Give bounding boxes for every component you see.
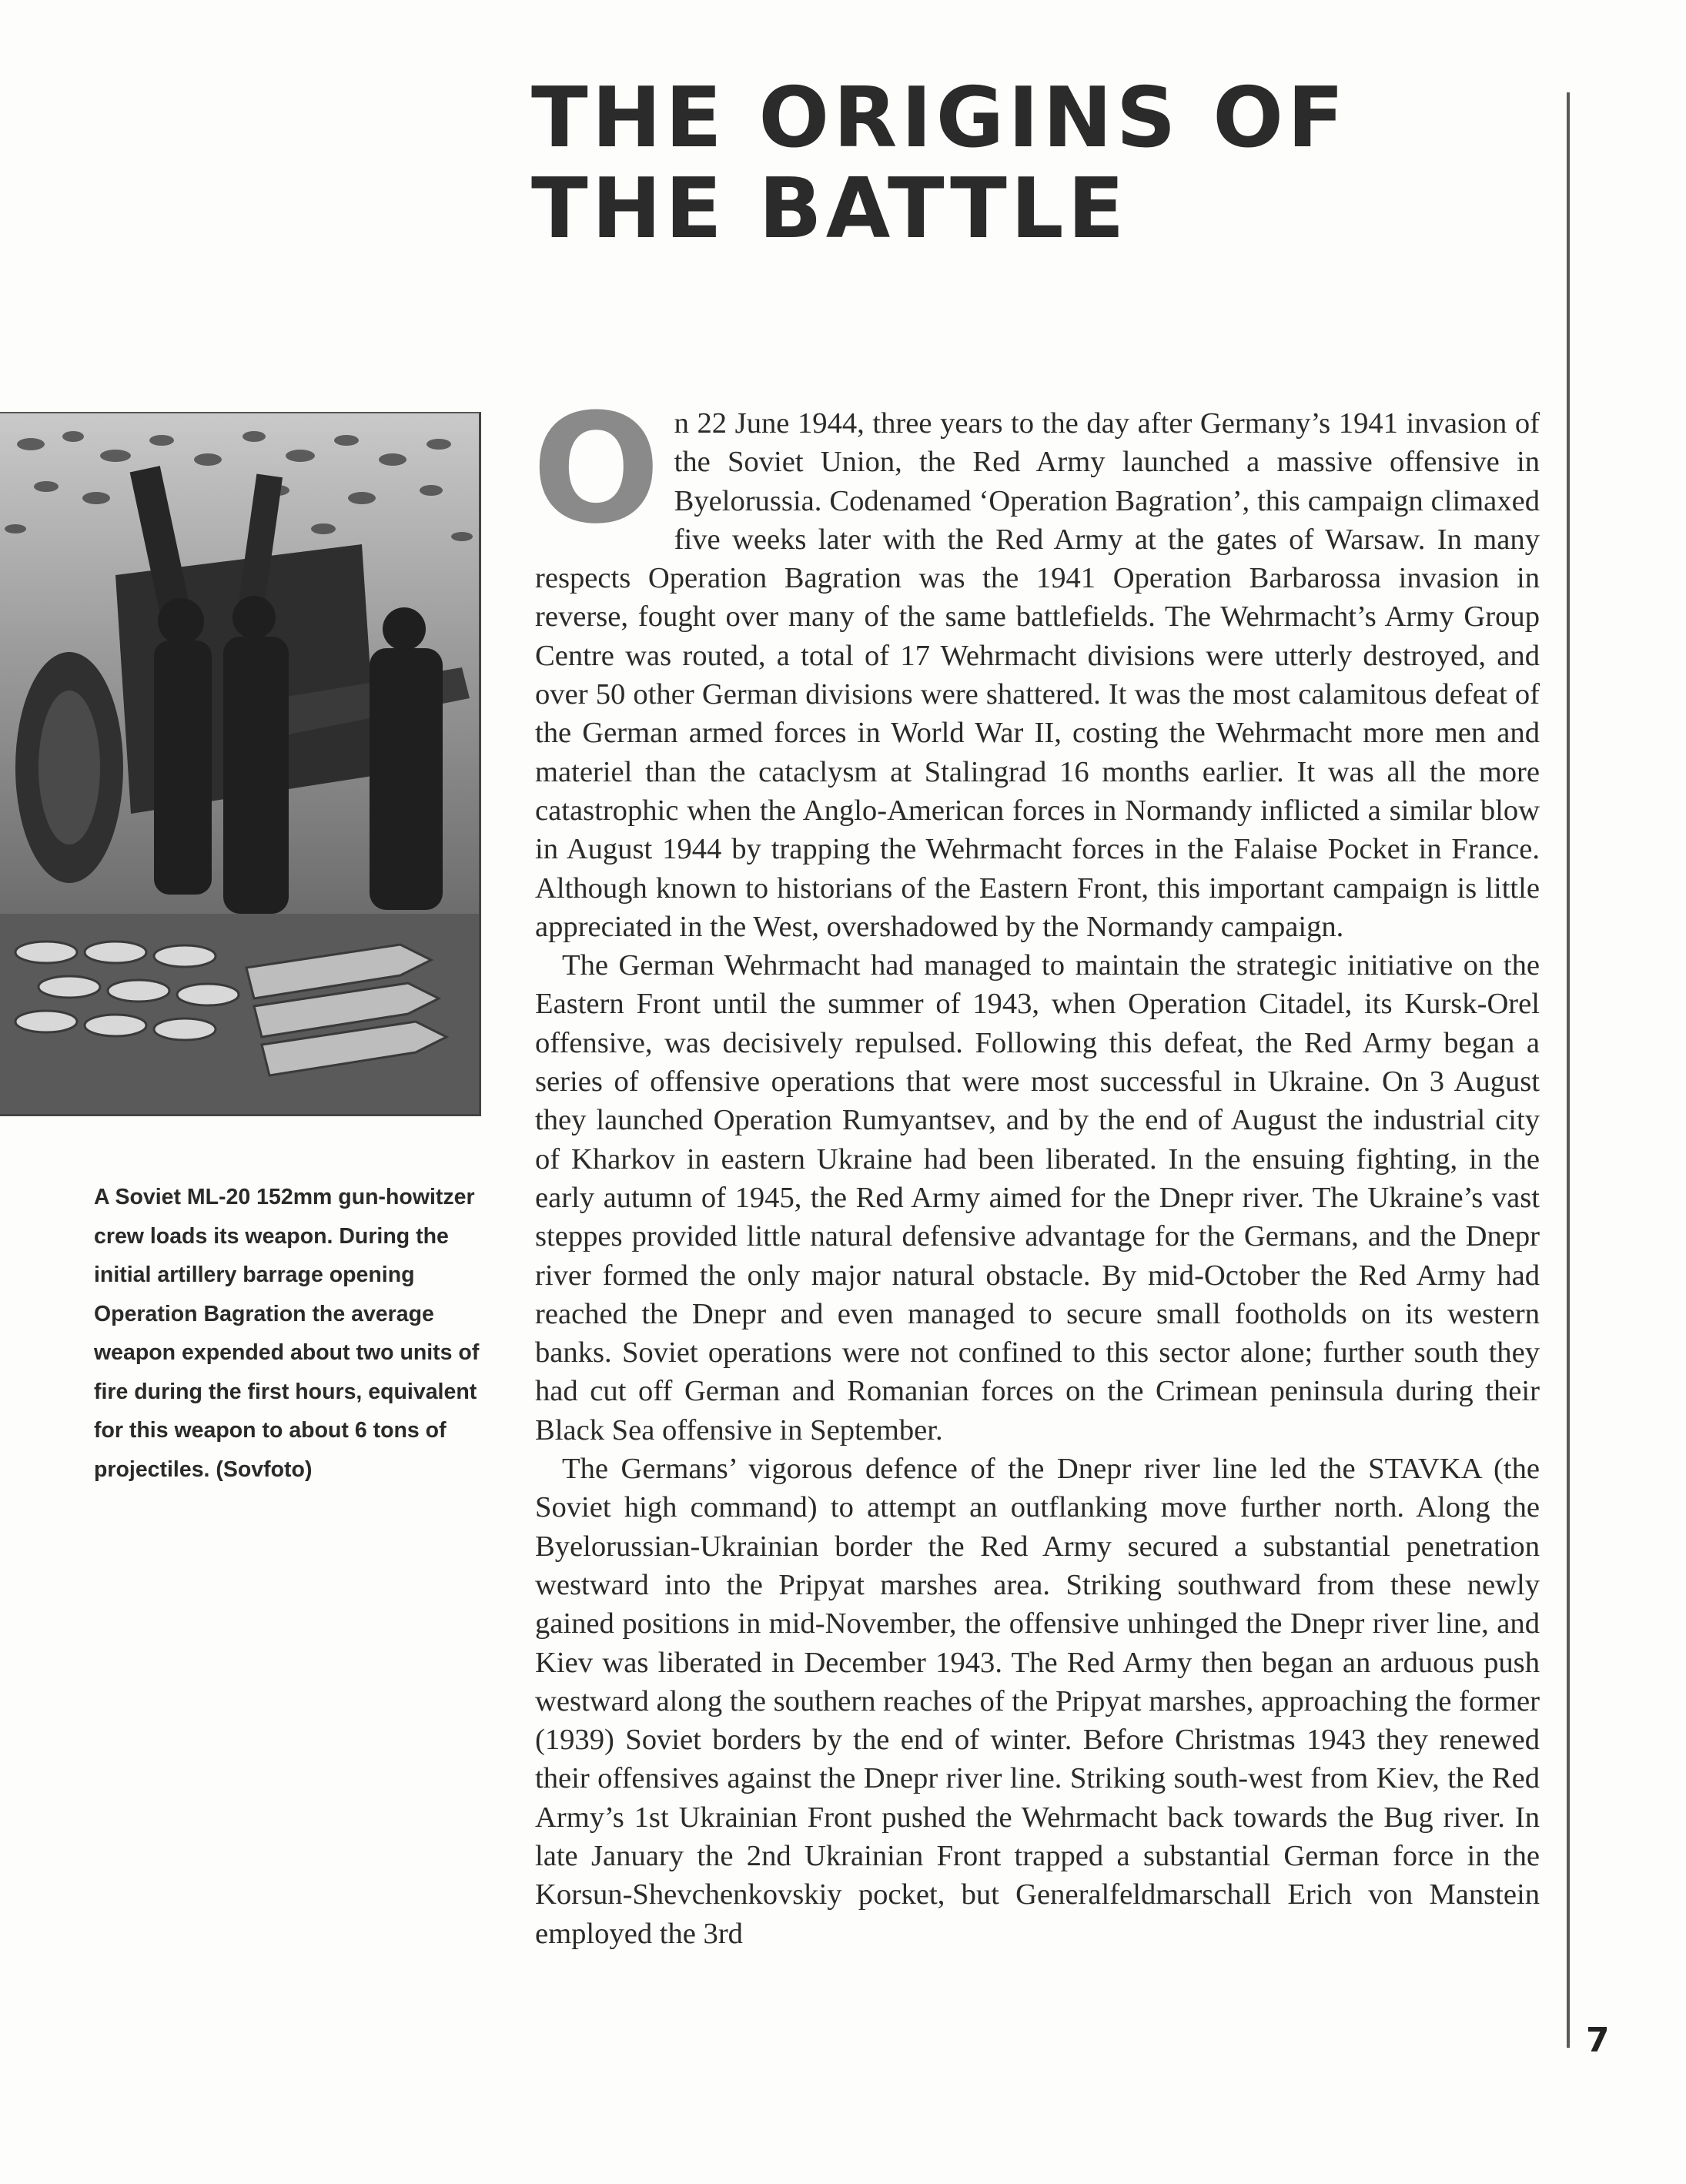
- article-body: [532, 382, 1540, 1953]
- drop-cap: O: [532, 382, 661, 557]
- figure-caption: A Soviet ML-20 152mm gun-howitzer crew loads its weapon. During the initial artillery barrage opening Operation Bagration the average weapon expended about two units of fire during the first hours, equivalent for this weapon to about 6 tons of projectiles. (Sovfoto): [94, 1185, 480, 1482]
- paragraph-3: The Germans’ vigorous defence of the Dnepr river line led the STAVKA (the Soviet high command) to attempt an outflanking move further north. Along the Byelorussian-Ukrainian border the Red Army secured a substantial penetration westward into the Pripyat marshes area. Striking southward from these newly gained positions in mid-November, the offensive unhinged the Dnepr river line, and Kiev was liberated in December 1943. The Red Army then began an arduous push westward along the southern reaches of the Pripyat marshes, approaching the former (1939) Soviet borders by the end of winter. Before Christmas 1943 they renewed their offensives against the Dnepr river line. Striking south-west from Kiev, the Red Army’s 1st Ukrainian Front pushed the Wehrmacht back towards the Bug river. In late January the 2nd Ukrainian Front trapped a substantial German force in the Korsun-Shevchenkovskiy pocket, but Generalfeldmarschall Erich von Manstein employed the 3rd: [535, 1453, 1540, 1950]
- margin-rule: [1567, 92, 1570, 2048]
- paragraph-2: The German Wehrmacht had managed to maintain the strategic initiative on the Eastern Front until the summer of 1943, when Operation Citadel, its Kursk-Orel offensive, was decisively repulsed. Following this defeat, the Red Army began a series of offensive operations that were most successful in Ukraine. On 3 August they launched Operation Rumyantsev, and by the end of August the industrial city of Kharkov in eastern Ukraine had been liberated. In the ensuing fighting, in the early autumn of 1945, the Red Army aimed for the Dnepr river. The Ukraine’s vast steppes provided little natural defensive advantage for the Germans, and the Dnepr river formed the only major natural obstacle. By mid-October the Red Army had reached the Dnepr and even managed to secure small footholds on its western banks. Soviet operations were not confined to this sector alone; further south they had cut off German and Romanian forces on the Crimean peninsula during their Black Sea offensive in September.: [535, 949, 1540, 1447]
- artillery-crew-photo: [0, 412, 481, 1116]
- page-number: 7: [1586, 2021, 1610, 2060]
- paragraph-1: [532, 382, 1540, 946]
- photo-illustration: [0, 413, 479, 1114]
- paragraph-1-text: n 22 June 1944, three years to the day after Germany’s 1941 invasion of the Soviet Union, the Red Army launched a massive offensive in Byelorussia. Codenamed ‘Operation Bagration’, this campaign climaxed five weeks later with the Red Army at the gates of Warsaw. In many respects Operation Bagration was the 1941 Operation Barbarossa invasion in reverse, fought over many of the same battlefields. The Wehrmacht’s Army Group Centre was routed, a total of 17 Wehrmacht divisions were utterly destroyed, and over 50 other German divisions were shattered. It was the most calamitous defeat of the German armed forces in World War II, costing the Wehrmacht more men and materiel than the cataclysm at Stalingrad 16 months earlier. It was all the more catastrophic when the Anglo-American forces in Normandy inflicted a similar blow in August 1944 by trapping the Wehrmacht forces in the Falaise Pocket in France. Although known to historians of the Eastern Front, this important campaign is little appreciated in the West, overshadowed by the Normandy campaign.: [535, 407, 1540, 943]
- page-title: THE ORIGINS OF THE BATTLE: [531, 70, 1348, 257]
